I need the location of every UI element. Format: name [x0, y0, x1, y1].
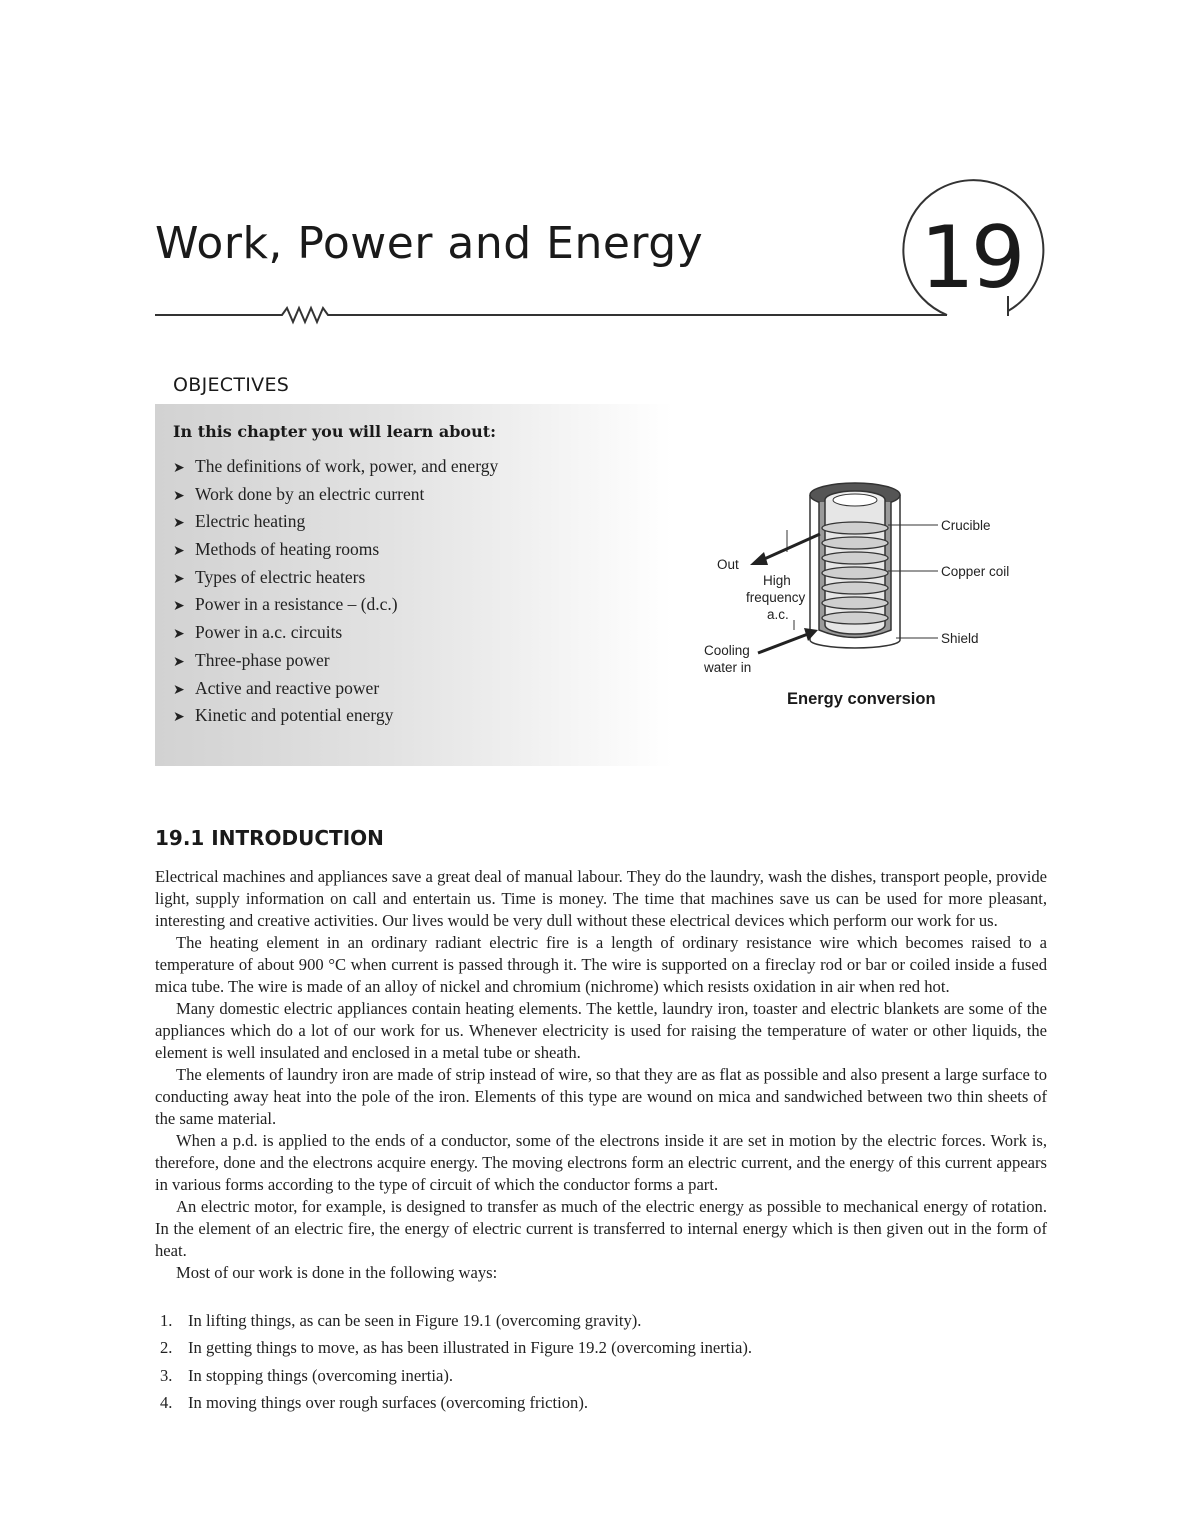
- list-item: ➤ Power in a resistance – (d.c.): [173, 592, 498, 620]
- out-arrow-icon: [750, 552, 768, 565]
- paragraph: Most of our work is done in the following ways:: [176, 1263, 498, 1282]
- arrowhead-bullet-icon: ➤: [173, 654, 185, 670]
- list-item: 1. In lifting things, as can be seen in Figure 19.1 (overcoming gravity).: [160, 1311, 642, 1330]
- arrowhead-bullet-icon: ➤: [173, 571, 185, 587]
- arrowhead-bullet-icon: ➤: [173, 710, 185, 726]
- arrowhead-bullet-icon: ➤: [173, 461, 185, 476]
- chapter-title: Work, Power and Energy: [155, 218, 704, 269]
- list-item: ➤ Power in a.c. circuits: [173, 620, 498, 648]
- arrowhead-bullet-icon: ➤: [173, 488, 185, 504]
- list-item: ➤ Methods of heating rooms: [173, 537, 498, 565]
- list-item: ➤ Active and reactive power: [173, 676, 498, 704]
- label-water-in: water in: [704, 660, 752, 675]
- paragraph: Electrical machines and appliances save a great deal of manual labour. They do the laundry, wash the dishes, transport people, provide light, supply information on call and entertain us. Time is money. The time that machines save us can be used for more pleasant, interesting and creative activities. Our lives would be very dull without these electrical devices which perform our work for us.: [155, 867, 1047, 930]
- arrowhead-bullet-icon: ➤: [173, 682, 185, 698]
- list-item: 2. In getting things to move, as has been illustrated in Figure 19.2 (overcoming inertia).: [160, 1338, 753, 1358]
- list-item: 4. In moving things over rough surfaces (overcoming friction).: [160, 1392, 588, 1412]
- list-item: ➤ Kinetic and potential energy: [173, 703, 498, 731]
- paragraph: The heating element in an ordinary radiant electric fire is a length of ordinary resistance wire which becomes raised to a temperature of about 900 °C when current is passed through it. The wire is supported on a fireclay rod or bar or coiled inside a fused mica tube. The wire is made of an alloy of nickel and chromium (nichrome) which resists oxidation in air when red hot.: [155, 933, 1047, 996]
- label-cooling: Cooling: [704, 643, 750, 658]
- label-shield: Shield: [941, 631, 979, 646]
- objectives-intro: In this chapter you will learn about:: [173, 422, 497, 441]
- label-copper-coil: Copper coil: [941, 564, 1010, 579]
- section-heading: 19.1 INTRODUCTION: [155, 826, 384, 850]
- label-frequency: frequency: [746, 590, 806, 605]
- label-high: High: [763, 573, 791, 588]
- list-item: ➤ Work done by an electric current: [173, 482, 498, 510]
- arrowhead-bullet-icon: ➤: [173, 544, 185, 560]
- list-item: ➤ The definitions of work, power, and energy: [173, 454, 498, 482]
- paragraph: The elements of laundry iron are made of strip instead of wire, so that they are as flat as possible and also present a large surface to conducting away heat into the pole of the iron. Elements of this type are wound on mica and sandwiched between two thin sheets of the same material.: [155, 1065, 1047, 1128]
- paragraph: Many domestic electric appliances contain heating elements. The kettle, laundry iron, toaster and electric blankets are some of the appliances which do a lot of our work for us. Whenever electricity is used for raising the temperature of water or other liquids, the element is well insulated and enclosed in a metal tube or sheath.: [155, 999, 1047, 1062]
- work-ways-list: [160, 1310, 1040, 1419]
- section-body: [155, 866, 1047, 1284]
- paragraph: When a p.d. is applied to the ends of a conductor, some of the electrons inside it are set in motion by the electric forces. Work is, therefore, done and the electrons acquire energy. The moving electrons form an electric current, and the energy of this current appears in various forms according to the type of circuit of which the conductor forms a part.: [155, 1131, 1047, 1194]
- list-item: ➤ Types of electric heaters: [173, 565, 498, 593]
- list-item: ➤ Three-phase power: [173, 648, 498, 676]
- objectives-heading: OBJECTIVES: [173, 374, 290, 396]
- arrowhead-bullet-icon: ➤: [173, 599, 185, 615]
- crucible-inner: [833, 494, 877, 506]
- label-out: Out: [717, 557, 739, 572]
- paragraph: An electric motor, for example, is designed to transfer as much of the electric energy as possible to mechanical energy of rotation. In the element of an electric fire, the energy of electric current is transferred to internal energy which is then given out in the form of heat.: [155, 1197, 1047, 1260]
- objectives-list: [173, 454, 498, 731]
- label-crucible: Crucible: [941, 518, 991, 533]
- list-item: 3. In stopping things (overcoming inertia).: [160, 1365, 453, 1385]
- figure-caption: Energy conversion: [787, 690, 936, 708]
- label-ac: a.c.: [767, 607, 789, 622]
- resistor-line: [155, 308, 947, 322]
- in-arrow-shaft: [758, 634, 808, 653]
- arrowhead-bullet-icon: ➤: [173, 627, 185, 643]
- list-item: ➤ Electric heating: [173, 509, 498, 537]
- arrowhead-bullet-icon: ➤: [173, 516, 185, 532]
- chapter-number: 19: [920, 208, 1022, 308]
